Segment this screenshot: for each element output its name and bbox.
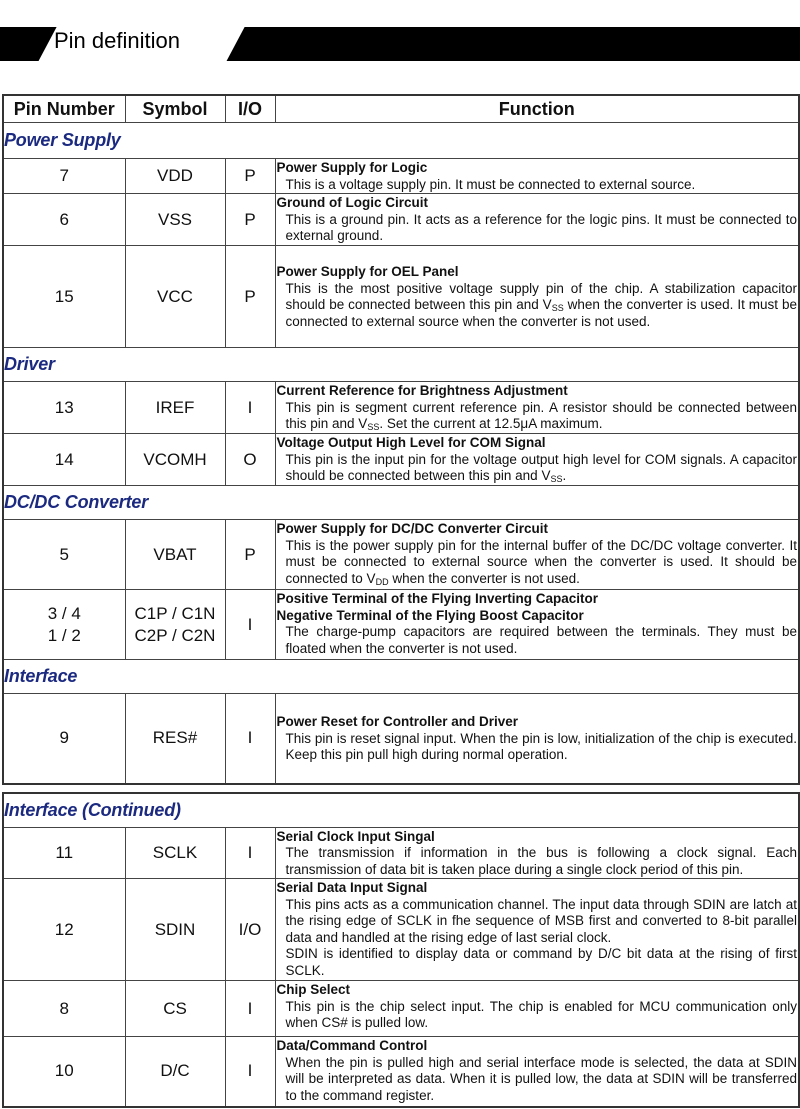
pin-number: 9 (3, 694, 125, 784)
pin-table-1 (2, 94, 800, 785)
pin-number-b: 1 / 2 (47, 625, 81, 645)
header-pin-number: Pin Number (3, 95, 125, 123)
function-desc (277, 281, 798, 331)
pin-function (275, 520, 799, 590)
function-desc: This pin is the chip select input. The chip is enabled for MCU communication only when CS# is pulled low. (285, 998, 797, 1030)
section-row (3, 793, 799, 827)
function-title: Ground of Logic Circuit (276, 195, 428, 210)
desc-part: This is the most positive voltage supply pin of the chip. A stabilization capacitor should be connected between this pin and V (285, 280, 797, 312)
desc-part: when the converter is used. It must be connected to external source when the converter is not used. (285, 297, 797, 329)
pin-symbol: D/C (125, 1037, 225, 1107)
pin-number: 15 (3, 246, 125, 348)
pin-table-2 (2, 792, 800, 1108)
function-desc: SDIN is identified to display data or command by D/C bit data at the rising of first SCLK. (285, 946, 797, 978)
function-title: Voltage Output High Level for COM Signal (276, 435, 546, 450)
table-row (3, 879, 799, 981)
pin-function (275, 981, 799, 1037)
pin-symbol: RES# (125, 694, 225, 784)
table-row (3, 590, 799, 660)
pin-number: 10 (3, 1037, 125, 1107)
pin-function (275, 434, 799, 486)
function-title: Serial Data Input Signal (276, 880, 428, 895)
subscript: DD (375, 576, 389, 587)
pin-number: 7 (3, 159, 125, 194)
pin-number: 6 (3, 194, 125, 246)
section-dcdc: DC/DC Converter (3, 486, 799, 520)
pin-number: 12 (3, 879, 125, 981)
table-row (3, 434, 799, 486)
pin-symbol: VDD (125, 159, 225, 194)
table-row (3, 1037, 799, 1107)
pin-io: I (225, 1037, 275, 1107)
pin-io: I (225, 827, 275, 879)
pin-symbol: VBAT (125, 520, 225, 590)
function-title: Current Reference for Brightness Adjustment (276, 383, 568, 398)
function-title: Positive Terminal of the Flying Inverting Capacitor (276, 591, 599, 606)
desc-part: This is the power supply pin for the internal buffer of the DC/DC voltage converter. It must be connected to external source when the converter is used. It should be connected to V (285, 537, 797, 586)
header-symbol: Symbol (125, 95, 225, 123)
pin-function (275, 246, 799, 348)
subscript: SS (551, 303, 564, 313)
table-row (3, 159, 799, 194)
pin-number-a: 3 / 4 (47, 603, 81, 623)
pin-io: P (225, 520, 275, 590)
function-desc (277, 538, 798, 588)
table-row (3, 520, 799, 590)
section-interface: Interface (3, 660, 799, 694)
header-function: Function (275, 95, 799, 123)
pin-symbol-b: C2P / C2N (134, 625, 216, 645)
function-title: Power Reset for Controller and Driver (276, 714, 519, 729)
desc-part: when the converter is not used. (388, 570, 580, 586)
function-desc: When the pin is pulled high and serial interface mode is selected, the data at SDIN will be interpreted as data. When it is pulled low, the data at SDIN will be transferred to the command register. (285, 1054, 797, 1103)
function-title: Power Supply for OEL Panel (276, 264, 459, 279)
function-title: Data/Command Control (276, 1038, 428, 1053)
pin-number: 5 (3, 520, 125, 590)
pin-io: I/O (225, 879, 275, 981)
pin-io: P (225, 159, 275, 194)
pin-number: 13 (3, 382, 125, 434)
table-row (3, 246, 799, 348)
pin-symbol: VSS (125, 194, 225, 246)
table-row (3, 194, 799, 246)
subscript: SS (367, 422, 380, 432)
function-title: Chip Select (276, 982, 351, 997)
pin-symbol: VCOMH (125, 434, 225, 486)
section-interface-continued: Interface (Continued) (3, 793, 799, 827)
function-title: Power Supply for DC/DC Converter Circuit (276, 521, 549, 536)
function-desc: This pins acts as a communication channel. The input data through SDIN are latch at the rising edge of SCLK in fhe sequence of MSB first and converted to 8-bit parallel data and handled at the rising edge of last serial clock. (285, 896, 797, 945)
desc-part: . (562, 468, 567, 483)
function-desc: This is a ground pin. It acts as a reference for the logic pins. It must be connected to external ground. (285, 211, 797, 243)
pin-function (275, 382, 799, 434)
desc-part: . Set the current at 12.5μA maximum. (379, 416, 603, 431)
pin-io: I (225, 382, 275, 434)
function-title: Serial Clock Input Singal (276, 828, 435, 844)
function-title: Negative Terminal of the Flying Boost Capacitor (276, 607, 584, 623)
pin-number: 8 (3, 981, 125, 1037)
function-desc: The charge-pump capacitors are required between the terminals. They must be floated when the converter is not used. (285, 624, 797, 656)
page-title: Pin definition (54, 28, 180, 53)
section-row (3, 123, 799, 159)
subscript: SS (550, 474, 563, 484)
table-row (3, 382, 799, 434)
pin-io: I (225, 981, 275, 1037)
function-desc (277, 452, 798, 485)
section-power-supply: Power Supply (3, 123, 799, 159)
section-row (3, 660, 799, 694)
section-row (3, 348, 799, 382)
pin-function (275, 159, 799, 194)
function-desc: This is a voltage supply pin. It must be connected to external source. (285, 176, 696, 192)
table-header-row (3, 95, 799, 123)
pin-symbol: IREF (125, 382, 225, 434)
pin-symbol: SDIN (125, 879, 225, 981)
pin-symbol (125, 590, 225, 660)
function-desc: The transmission if information in the bus is following a clock signal. Each transmission of data bit is taken place during a single clock period of this pin. (285, 845, 797, 877)
pin-symbol: VCC (125, 246, 225, 348)
pin-io: O (225, 434, 275, 486)
table-row (3, 981, 799, 1037)
pin-number: 14 (3, 434, 125, 486)
function-desc: This pin is reset signal input. When the pin is low, initialization of the chip is executed. Keep this pin pull high during normal operation. (285, 730, 797, 762)
desc-part: This pin is segment current reference pin. A resistor should be connected between this pin and V (285, 399, 797, 431)
pin-function (275, 694, 799, 784)
pin-function (275, 879, 799, 981)
pin-io: P (225, 194, 275, 246)
function-desc (277, 400, 798, 433)
desc-part: This pin is the input pin for the voltage output high level for COM signals. A capacitor should be connected between this pin and V (285, 451, 797, 483)
pin-symbol-a: C1P / C1N (134, 603, 216, 623)
pin-function (275, 827, 799, 879)
pin-symbol: CS (125, 981, 225, 1037)
header-io: I/O (225, 95, 275, 123)
table-row (3, 827, 799, 879)
pin-function (275, 1037, 799, 1107)
pin-function (275, 590, 799, 660)
section-row (3, 486, 799, 520)
function-title: Power Supply for Logic (276, 160, 428, 175)
pin-number (3, 590, 125, 660)
pin-function (275, 194, 799, 246)
pin-io: P (225, 246, 275, 348)
table-row (3, 694, 799, 784)
pin-number: 11 (3, 827, 125, 879)
section-driver: Driver (3, 348, 799, 382)
pin-io: I (225, 694, 275, 784)
pin-symbol: SCLK (125, 827, 225, 879)
pin-io: I (225, 590, 275, 660)
